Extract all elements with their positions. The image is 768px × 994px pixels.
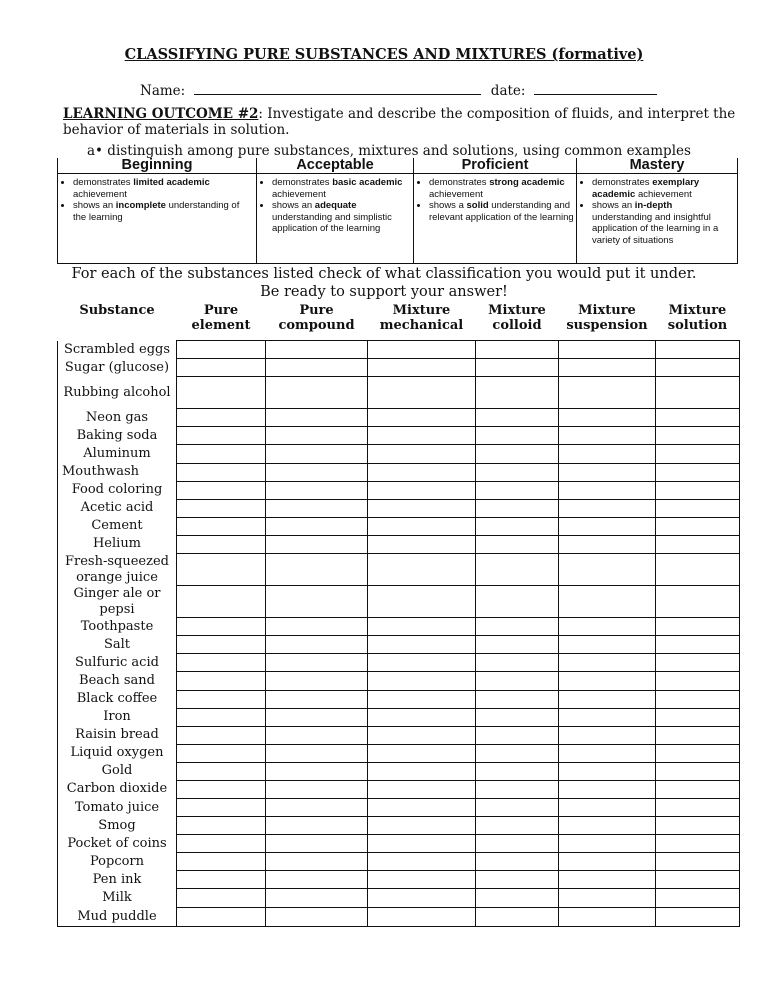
date-field[interactable] [534,81,657,95]
classification-header-row [58,301,740,341]
table-row [58,499,740,517]
check-cell-mixture-suspension[interactable] [559,636,656,654]
check-cell-pure-element[interactable] [177,780,266,798]
check-cell-pure-compound[interactable] [266,817,368,835]
check-cell-mixture-mechanical[interactable] [368,708,476,726]
instructions-line-2: Be ready to support your answer! [260,284,508,300]
check-cell-mixture-suspension[interactable] [559,889,656,907]
table-row [58,427,740,445]
check-cell-mixture-mechanical[interactable] [368,762,476,780]
check-cell-mixture-suspension[interactable] [559,618,656,636]
check-cell-pure-compound[interactable] [266,762,368,780]
column-header-substance: Substance [79,303,155,318]
check-cell-mixture-colloid[interactable] [476,427,559,445]
check-cell-mixture-mechanical[interactable] [368,445,476,463]
check-cell-mixture-solution[interactable] [656,535,740,553]
check-cell-mixture-solution[interactable] [656,726,740,744]
check-cell-pure-compound[interactable] [266,672,368,690]
check-cell-mixture-suspension[interactable] [559,517,656,535]
substance-name: Rubbing alcohol [58,377,177,409]
table-row [58,690,740,708]
check-cell-mixture-suspension[interactable] [559,553,656,585]
check-cell-pure-compound[interactable] [266,517,368,535]
check-cell-mixture-colloid[interactable] [476,618,559,636]
rubric-acceptable: • demonstrates basic academic achievement • shows an adequate understanding and simplistic application of the learning [257,174,414,264]
check-cell-pure-compound[interactable] [266,341,368,359]
check-cell-mixture-colloid[interactable] [476,889,559,907]
substance-name: Beach sand [58,672,177,690]
substance-name: Black coffee [58,690,177,708]
check-cell-mixture-colloid[interactable] [476,553,559,585]
check-cell-mixture-suspension[interactable] [559,907,656,927]
check-cell-mixture-colloid[interactable] [476,726,559,744]
check-cell-pure-element[interactable] [177,553,266,585]
check-cell-mixture-solution[interactable] [656,835,740,853]
table-row [58,780,740,798]
check-cell-mixture-solution[interactable] [656,636,740,654]
table-row [58,586,740,618]
check-cell-mixture-colloid[interactable] [476,445,559,463]
check-cell-mixture-solution[interactable] [656,427,740,445]
substance-name: Fresh-squeezed orange juice [58,553,177,585]
check-cell-mixture-solution[interactable] [656,409,740,427]
check-cell-mixture-suspension[interactable] [559,359,656,377]
substance-name: Aluminum [58,445,177,463]
check-cell-pure-element[interactable] [177,517,266,535]
check-cell-mixture-solution[interactable] [656,889,740,907]
substance-name: Pocket of coins [58,835,177,853]
check-cell-pure-compound[interactable] [266,463,368,481]
check-cell-mixture-solution[interactable] [656,817,740,835]
check-cell-pure-element[interactable] [177,726,266,744]
check-cell-pure-compound[interactable] [266,907,368,927]
check-cell-pure-element[interactable] [177,463,266,481]
check-cell-mixture-solution[interactable] [656,871,740,889]
check-cell-pure-element[interactable] [177,744,266,762]
check-cell-pure-element[interactable] [177,359,266,377]
check-cell-mixture-mechanical[interactable] [368,654,476,672]
check-cell-mixture-colloid[interactable] [476,377,559,409]
check-cell-pure-element[interactable] [177,654,266,672]
check-cell-mixture-suspension[interactable] [559,744,656,762]
learning-outcome-sub: a• distinguish among pure substances, mixtures and solutions, using common examples [87,143,691,159]
learning-outcome-text: : Investigate and describe the composition of fluids, and interpret the behavior of materials in solution. [63,106,736,138]
check-cell-mixture-mechanical[interactable] [368,726,476,744]
substance-name: Popcorn [58,853,177,871]
check-cell-pure-compound[interactable] [266,553,368,585]
check-cell-pure-compound[interactable] [266,586,368,618]
check-cell-mixture-colloid[interactable] [476,463,559,481]
check-cell-pure-element[interactable] [177,817,266,835]
table-row [58,553,740,585]
check-cell-pure-element[interactable] [177,799,266,817]
table-row [58,762,740,780]
check-cell-mixture-suspension[interactable] [559,672,656,690]
check-cell-mixture-suspension[interactable] [559,762,656,780]
learning-outcome-label: LEARNING OUTCOME #2 [63,106,259,122]
check-cell-mixture-solution[interactable] [656,481,740,499]
check-cell-pure-element[interactable] [177,618,266,636]
table-row [58,726,740,744]
table-row [58,377,740,409]
check-cell-mixture-mechanical[interactable] [368,636,476,654]
table-row [58,618,740,636]
check-cell-pure-compound[interactable] [266,359,368,377]
substance-name: Pen ink [58,871,177,889]
check-cell-pure-compound[interactable] [266,377,368,409]
check-cell-mixture-solution[interactable] [656,690,740,708]
check-cell-mixture-colloid[interactable] [476,817,559,835]
check-cell-mixture-colloid[interactable] [476,499,559,517]
check-cell-mixture-solution[interactable] [656,377,740,409]
date-label: date: [490,83,526,99]
check-cell-mixture-suspension[interactable] [559,817,656,835]
substance-name: Mud puddle [58,907,177,927]
check-cell-mixture-suspension[interactable] [559,835,656,853]
check-cell-mixture-solution[interactable] [656,654,740,672]
table-row [58,672,740,690]
substance-name: Baking soda [58,427,177,445]
substance-name: Iron [58,708,177,726]
check-cell-mixture-solution[interactable] [656,762,740,780]
check-cell-mixture-mechanical[interactable] [368,871,476,889]
substance-name: Cement [58,517,177,535]
substance-name: Salt [58,636,177,654]
table-row [58,463,740,481]
learning-outcome [63,106,743,138]
check-cell-pure-compound[interactable] [266,481,368,499]
check-cell-mixture-mechanical[interactable] [368,690,476,708]
check-cell-pure-compound[interactable] [266,499,368,517]
rubric-proficient: • demonstrates strong academic achievement • shows a solid understanding and relevant application of the learning [414,174,577,264]
check-cell-mixture-colloid[interactable] [476,481,559,499]
check-cell-mixture-mechanical[interactable] [368,377,476,409]
check-cell-pure-element[interactable] [177,636,266,654]
check-cell-mixture-suspension[interactable] [559,871,656,889]
check-cell-pure-compound[interactable] [266,889,368,907]
check-cell-mixture-colloid[interactable] [476,708,559,726]
column-header-pure-compound: Pure compound [278,303,355,333]
check-cell-mixture-colloid[interactable] [476,341,559,359]
substance-name: Neon gas [58,409,177,427]
check-cell-mixture-colloid[interactable] [476,744,559,762]
check-cell-mixture-solution[interactable] [656,744,740,762]
check-cell-mixture-mechanical[interactable] [368,780,476,798]
substance-name: Milk [58,889,177,907]
column-header-mixture-colloid: Mixture colloid [488,303,546,333]
check-cell-pure-compound[interactable] [266,445,368,463]
check-cell-pure-compound[interactable] [266,618,368,636]
table-row [58,517,740,535]
check-cell-pure-element[interactable] [177,377,266,409]
check-cell-mixture-colloid[interactable] [476,799,559,817]
check-cell-mixture-mechanical[interactable] [368,853,476,871]
rubric-header-beginning: Beginning [58,158,257,174]
rubric-beginning: • demonstrates limited academic achievement • shows an incomplete understanding of the learning [58,174,257,264]
check-cell-mixture-mechanical[interactable] [368,409,476,427]
check-cell-mixture-suspension[interactable] [559,726,656,744]
check-cell-pure-compound[interactable] [266,744,368,762]
check-cell-mixture-suspension[interactable] [559,499,656,517]
check-cell-mixture-solution[interactable] [656,359,740,377]
table-row [58,535,740,553]
check-cell-pure-element[interactable] [177,499,266,517]
check-cell-mixture-suspension[interactable] [559,780,656,798]
check-cell-mixture-colloid[interactable] [476,636,559,654]
check-cell-pure-element[interactable] [177,871,266,889]
name-date-line [140,81,657,99]
check-cell-mixture-colloid[interactable] [476,359,559,377]
check-cell-pure-compound[interactable] [266,654,368,672]
table-row [58,744,740,762]
check-cell-mixture-suspension[interactable] [559,708,656,726]
check-cell-mixture-mechanical[interactable] [368,341,476,359]
instructions-line-1: For each of the substances listed check of what classification you would put it under. [71,266,697,282]
substance-name: Helium [58,535,177,553]
check-cell-mixture-solution[interactable] [656,708,740,726]
substance-name: Food coloring [58,481,177,499]
check-cell-mixture-solution[interactable] [656,780,740,798]
check-cell-pure-compound[interactable] [266,636,368,654]
check-cell-pure-element[interactable] [177,535,266,553]
rubric-header-proficient: Proficient [414,158,577,174]
column-header-pure-element: Pure element [191,303,251,333]
check-cell-mixture-mechanical[interactable] [368,672,476,690]
table-row [58,636,740,654]
check-cell-mixture-mechanical[interactable] [368,553,476,585]
check-cell-mixture-solution[interactable] [656,445,740,463]
check-cell-mixture-colloid[interactable] [476,672,559,690]
check-cell-mixture-suspension[interactable] [559,654,656,672]
table-row [58,853,740,871]
check-cell-pure-element[interactable] [177,835,266,853]
check-cell-mixture-suspension[interactable] [559,586,656,618]
check-cell-mixture-solution[interactable] [656,553,740,585]
substance-name: Tomato juice [58,799,177,817]
name-field[interactable] [194,81,481,95]
substance-name: Sugar (glucose) [58,359,177,377]
check-cell-mixture-solution[interactable] [656,517,740,535]
check-cell-mixture-mechanical[interactable] [368,463,476,481]
check-cell-pure-compound[interactable] [266,690,368,708]
check-cell-pure-element[interactable] [177,708,266,726]
check-cell-mixture-solution[interactable] [656,586,740,618]
worksheet-title: CLASSIFYING PURE SUBSTANCES AND MIXTURES (formative) [124,46,644,63]
instructions [0,265,768,301]
check-cell-mixture-mechanical[interactable] [368,907,476,927]
table-row [58,341,740,359]
check-cell-mixture-mechanical[interactable] [368,799,476,817]
name-label: Name: [140,83,186,99]
check-cell-mixture-colloid[interactable] [476,535,559,553]
check-cell-mixture-mechanical[interactable] [368,618,476,636]
check-cell-pure-compound[interactable] [266,871,368,889]
check-cell-mixture-solution[interactable] [656,907,740,927]
check-cell-pure-compound[interactable] [266,409,368,427]
substance-name: Toothpaste [58,618,177,636]
check-cell-pure-element[interactable] [177,341,266,359]
substance-name: Liquid oxygen [58,744,177,762]
check-cell-mixture-suspension[interactable] [559,481,656,499]
table-row [58,889,740,907]
check-cell-pure-element[interactable] [177,586,266,618]
check-cell-mixture-colloid[interactable] [476,654,559,672]
table-row [58,907,740,927]
check-cell-pure-element[interactable] [177,690,266,708]
check-cell-pure-element[interactable] [177,853,266,871]
substance-name: Carbon dioxide [58,780,177,798]
check-cell-mixture-solution[interactable] [656,853,740,871]
check-cell-pure-compound[interactable] [266,708,368,726]
rubric-header-mastery: Mastery [577,158,738,174]
substance-name: Gold [58,762,177,780]
check-cell-pure-element[interactable] [177,889,266,907]
check-cell-mixture-colloid[interactable] [476,409,559,427]
column-header-mixture-suspension: Mixture suspension [566,303,648,333]
table-row [58,871,740,889]
check-cell-pure-element[interactable] [177,481,266,499]
check-cell-mixture-mechanical[interactable] [368,586,476,618]
check-cell-mixture-suspension[interactable] [559,341,656,359]
check-cell-mixture-suspension[interactable] [559,463,656,481]
check-cell-mixture-suspension[interactable] [559,445,656,463]
check-cell-mixture-colloid[interactable] [476,517,559,535]
rubric-mastery: • demonstrates exemplary academic achievement • shows an in-depth understanding and insightful application of the learning in a variety of situations [577,174,738,264]
substance-name: Ginger ale or pepsi [58,586,177,618]
check-cell-pure-compound[interactable] [266,780,368,798]
check-cell-mixture-colloid[interactable] [476,853,559,871]
check-cell-mixture-solution[interactable] [656,463,740,481]
check-cell-mixture-mechanical[interactable] [368,481,476,499]
check-cell-pure-compound[interactable] [266,853,368,871]
check-cell-mixture-colloid[interactable] [476,907,559,927]
column-header-mixture-mechanical: Mixture mechanical [379,303,464,333]
rubric-table [57,158,738,264]
check-cell-mixture-mechanical[interactable] [368,359,476,377]
check-cell-pure-compound[interactable] [266,835,368,853]
check-cell-mixture-suspension[interactable] [559,409,656,427]
check-cell-mixture-colloid[interactable] [476,690,559,708]
check-cell-pure-element[interactable] [177,762,266,780]
check-cell-mixture-solution[interactable] [656,672,740,690]
check-cell-pure-compound[interactable] [266,726,368,744]
check-cell-pure-compound[interactable] [266,799,368,817]
table-row [58,799,740,817]
check-cell-pure-element[interactable] [177,445,266,463]
check-cell-mixture-mechanical[interactable] [368,535,476,553]
check-cell-mixture-mechanical[interactable] [368,835,476,853]
check-cell-mixture-suspension[interactable] [559,535,656,553]
substance-name: Acetic acid [58,499,177,517]
substance-name: Mouthwash [58,463,177,481]
check-cell-mixture-mechanical[interactable] [368,744,476,762]
check-cell-mixture-suspension[interactable] [559,799,656,817]
table-row [58,409,740,427]
substance-name: Scrambled eggs [58,341,177,359]
check-cell-pure-element[interactable] [177,409,266,427]
check-cell-mixture-solution[interactable] [656,499,740,517]
check-cell-mixture-solution[interactable] [656,799,740,817]
check-cell-mixture-colloid[interactable] [476,762,559,780]
table-row [58,445,740,463]
check-cell-pure-element[interactable] [177,907,266,927]
check-cell-mixture-mechanical[interactable] [368,817,476,835]
check-cell-mixture-mechanical[interactable] [368,889,476,907]
check-cell-mixture-colloid[interactable] [476,780,559,798]
table-row [58,835,740,853]
check-cell-mixture-mechanical[interactable] [368,427,476,445]
check-cell-mixture-colloid[interactable] [476,871,559,889]
check-cell-pure-element[interactable] [177,427,266,445]
check-cell-mixture-colloid[interactable] [476,586,559,618]
check-cell-mixture-mechanical[interactable] [368,517,476,535]
rubric-header-acceptable: Acceptable [257,158,414,174]
column-header-mixture-solution: Mixture solution [667,303,728,333]
substance-name: Raisin bread [58,726,177,744]
check-cell-mixture-solution[interactable] [656,341,740,359]
substance-name: Sulfuric acid [58,654,177,672]
table-row [58,817,740,835]
check-cell-mixture-suspension[interactable] [559,377,656,409]
check-cell-mixture-suspension[interactable] [559,853,656,871]
table-row [58,359,740,377]
substance-name: Smog [58,817,177,835]
check-cell-mixture-colloid[interactable] [476,835,559,853]
check-cell-pure-compound[interactable] [266,427,368,445]
table-row [58,654,740,672]
check-cell-pure-compound[interactable] [266,535,368,553]
check-cell-mixture-suspension[interactable] [559,427,656,445]
table-row [58,481,740,499]
table-row [58,708,740,726]
check-cell-mixture-mechanical[interactable] [368,499,476,517]
check-cell-mixture-solution[interactable] [656,618,740,636]
classification-table [57,301,740,927]
check-cell-mixture-suspension[interactable] [559,690,656,708]
check-cell-pure-element[interactable] [177,672,266,690]
